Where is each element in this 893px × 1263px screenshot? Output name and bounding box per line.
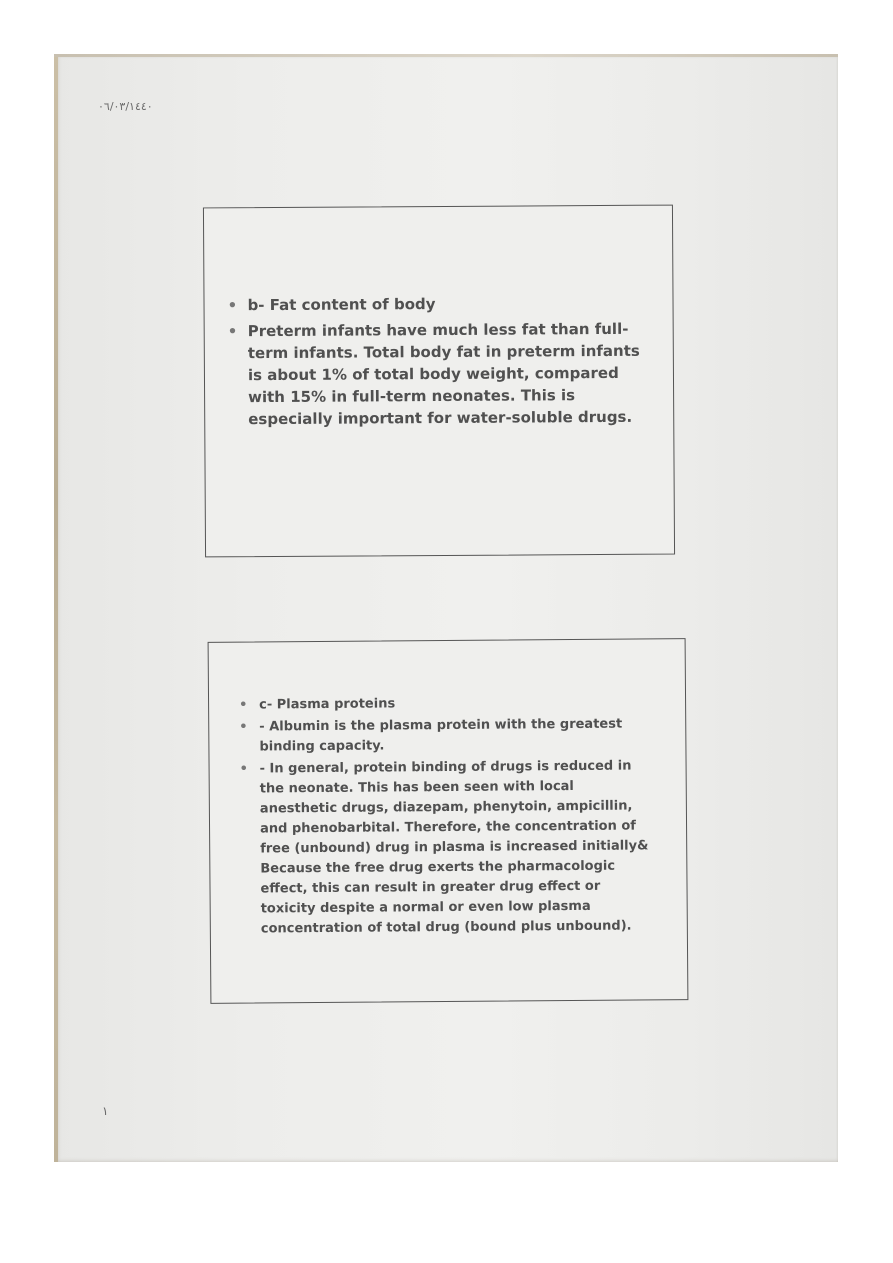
bullet-dot-icon: • bbox=[227, 296, 238, 315]
bullet-item bbox=[239, 714, 654, 757]
bullet-text: Preterm infants have much less fat than full-term infants. Total body fat in preterm infants is about 1% of total body weight, compared with 15% in full-term neonates. This is especially important for water-soluble drugs. bbox=[247, 319, 640, 429]
slide-1-bullet-list bbox=[227, 292, 648, 434]
slide-fat-content bbox=[203, 205, 675, 558]
bullet-dot-icon: • bbox=[227, 322, 238, 341]
bullet-text: b- Fat content of body bbox=[247, 295, 436, 315]
paper-stack-edge bbox=[54, 54, 58, 1162]
paper-top-edge bbox=[54, 54, 838, 57]
bullet-dot-icon: • bbox=[239, 697, 248, 713]
bullet-item bbox=[239, 756, 656, 939]
slide-2-bullet-list bbox=[239, 692, 656, 941]
slide-plasma-proteins bbox=[208, 638, 689, 1004]
paper-sheet bbox=[54, 54, 838, 1162]
bullet-dot-icon: • bbox=[239, 719, 248, 735]
bullet-item bbox=[227, 292, 647, 316]
bullet-item bbox=[239, 692, 654, 715]
bullet-item bbox=[227, 318, 649, 430]
page-number: ١ bbox=[102, 1104, 109, 1118]
bullet-dot-icon: • bbox=[239, 761, 248, 777]
handout-date: ٠٦/٠٣/١٤٤٠ bbox=[98, 100, 153, 113]
bullet-text: - Albumin is the plasma protein with the greatest binding capacity. bbox=[259, 716, 623, 755]
bullet-text: - In general, protein binding of drugs is reduced in the neonate. This has been seen with local anesthetic drugs, diazepam, phenytoin, ampicillin, and phenobarbital. Therefore, the concentration of free (unbound) drug in plasma is increased initially& Because the free drug exerts the pharmacologic effect, this can result in greater drug effect or toxicity despite a normal or even low plasma concentration of total drug (bound plus unbound). bbox=[259, 758, 649, 937]
bullet-text: c- Plasma proteins bbox=[259, 696, 396, 713]
